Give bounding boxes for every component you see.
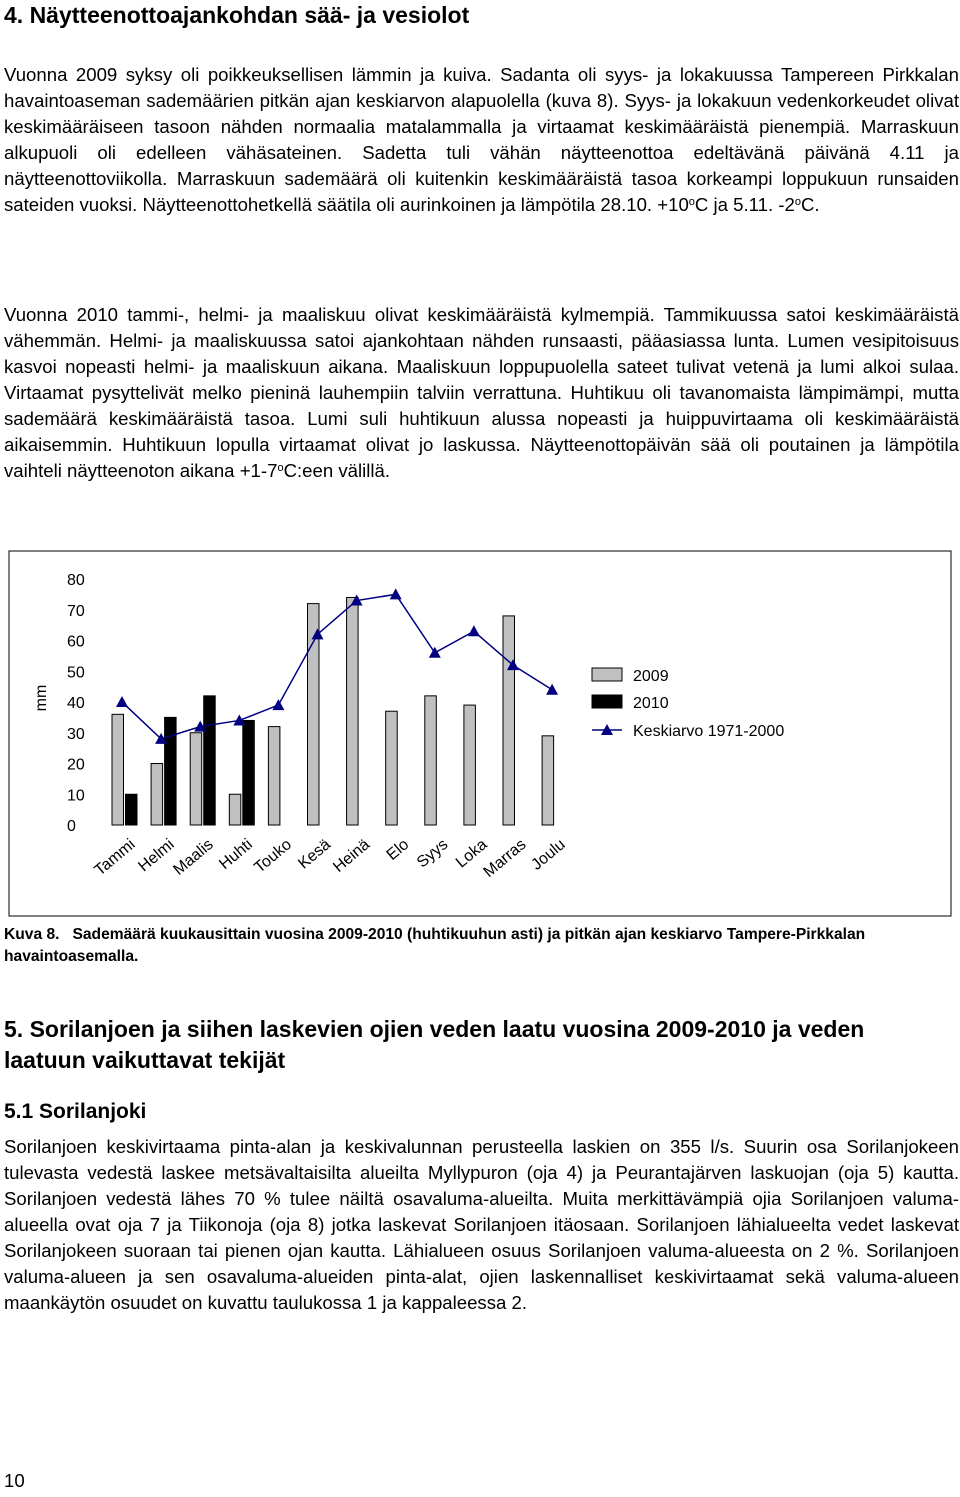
sorilanjoki-paragraph: Sorilanjoen keskivirtaama pinta-alan ja keskivalunnan perusteella laskien on 355 l/s. Suurin osa Sorilanjokeen tulevasta vedestä laskee metsävaltaisilta alueilta Myllypuron (oja 4) ja Peurantajärven laskuojan (oja 5) kautta. Sorilanjoen vedestä lähes 70 % tulee näiltä osavaluma-alueilta. Muita merkittävämpiä ojia Sorilanjoen valuma-alueella ovat oja 7 ja Tiikonoja (oja 8) jotka laskevat Sorilanjoen itäosaan. Sorilanjoen lähialueelta vedet laskevat Sorilanjokeen suoraan tai pienen ojan kautta. Lähialueen osuus Sorilanjoen valuma-alueesta on 2 %. Sorilanjoen valuma-alueen ja sen osavaluma-alueiden pinta-alat, ojien laskennalliset keskivirtaamat sekä valuma-alueen maankäytön osuudet on kuvattu taulukossa 1 ja kappaleessa 2. [4, 1136, 959, 1313]
x-label-Heinä: Heinä [330, 836, 374, 876]
page-number: 10 [4, 1470, 25, 1491]
figure-caption [4, 924, 939, 968]
weather-paragraph-2009: Vuonna 2009 syksy oli poikkeuksellisen lämmin ja kuiva. Sadanta oli syys- ja lokakuussa Tampereen Pirkkalan havaintoaseman sademäärien pitkän ajan keskiarvon alapuolella (kuva 8). Syys- ja lokakuun vedenkorkeudet olivat keskimääräiseen tasoon nähden normaalia matalammalla ja virtaamat keskimääräistä pienempiä. Marraskuun alkupuoli oli edelleen vähäsateinen. Sadetta tuli vähän näytteenottoa edeltävänä päivänä 4.11 ja näytteenottoviikolla. Marraskuun sademäärä oli kuitenkin keskimääräistä tasoa korkeampi loppukuun runsaiden sateiden vuoksi. Näytteenottohetkellä säätila oli aurinkoinen ja lämpötila 28.10. $+10^oC$ ja 5.11. -2$^o$C. [4, 64, 959, 215]
legend-label-2009: 2009 [633, 668, 669, 685]
weather-paragraph-2010: Vuonna 2010 tammi-, helmi- ja maaliskuu olivat keskimääräistä kylmempiä. Tammikuussa satoi keskimääräistä vähemmän. Helmi- ja maaliskuussa satoi ajankohtaan nähden runsaasti, pääasiassa lunta. Lumen vesipitoisuus kasvoi nopeasti helmi- ja maaliskuun aikana. Maaliskuun loppupuolella sateet tulivat vetenä ja lumi alkoi sulaa. Virtaamat pysyttelivät melko pieninä lauhempiin talviin verrattuna. Huhtikuu oli tavanomaista lämpimämpi, mutta sademäärä keskimääräistä tasoa. Lumi suli huhtikuun alussa nopeasti ja huippuvirtaama oli keskimääräistä aikaisemmin. Huhtikuun lopulla virtaamat olivat jo laskussa. Näytteenottopäivän sää oli poutainen ja lämpötila vaihteli näytteenoton aikana $+1-7^oC:een$ välillä. [4, 304, 959, 481]
y-tick-label: 80 [67, 572, 85, 589]
x-label-Tammi: Tammi [91, 836, 139, 880]
x-label-Helmi: Helmi [135, 836, 178, 876]
y-axis-label: mm [33, 684, 50, 712]
legend-label-2010: 2010 [633, 695, 669, 712]
x-label-Kesä: Kesä [295, 836, 335, 873]
bar-2009-Loka [464, 705, 476, 825]
bar-2009-Tammi [112, 714, 124, 825]
y-tick-label: 50 [67, 664, 85, 682]
x-label-Elo: Elo [383, 836, 413, 864]
section-4-heading: 4. Näytteenottoajankohdan sää- ja vesiolot [4, 2, 470, 28]
bar-2009-Marras [503, 616, 515, 825]
y-tick-label: 40 [67, 695, 85, 712]
y-tick-label: 70 [67, 602, 85, 620]
bar-2009-Helmi [151, 764, 163, 826]
x-label-Syys: Syys [413, 836, 452, 872]
x-label-Huhti: Huhti [216, 836, 256, 874]
bar-2009-Touko [268, 727, 280, 825]
bar-2009-Heinä [347, 597, 359, 825]
bar-2009-Joulu [542, 736, 554, 825]
legend-swatch-2010 [592, 695, 622, 708]
x-label-Maalis: Maalis [170, 836, 217, 879]
bar-2009-Maalis [190, 733, 202, 825]
caption-text: Sademäärä kuukausittain vuosina 2009-2010 (huhtikuuhun asti) ja pitkän ajan keskiarvo Tampere-Pirkkalan havaintoasemalla. [4, 926, 866, 965]
bar-2010-Helmi [165, 717, 177, 825]
bar-2009-Syys [425, 696, 437, 825]
y-tick-label: 20 [67, 756, 85, 774]
caption-label: Kuva 8. [4, 926, 60, 943]
legend-swatch-2009 [592, 668, 622, 681]
precipitation-chart [0, 548, 960, 920]
bar-2009-Huhti [229, 794, 241, 825]
x-label-Loka: Loka [452, 836, 491, 872]
bar-2010-Maalis [204, 696, 216, 825]
y-tick-label: 30 [67, 725, 85, 743]
x-label-Marras: Marras [480, 836, 530, 882]
y-tick-label: 0 [67, 818, 76, 835]
x-label-Touko: Touko [251, 836, 295, 877]
section-5-1-heading: 5.1 Sorilanjoki [4, 1100, 147, 1123]
legend-label-Keskiarvo 1971-2000: Keskiarvo 1971-2000 [633, 723, 785, 740]
y-axis-ticks [67, 572, 85, 835]
section-5-heading: 5. Sorilanjoen ja siihen laskevien ojien veden laatu vuosina 2009-2010 ja veden laatuun vaikuttavat tekijät [4, 1016, 865, 1073]
bar-2010-Tammi [126, 794, 138, 825]
y-tick-label: 10 [67, 787, 85, 805]
x-label-Joulu: Joulu [528, 836, 569, 874]
bar-2010-Huhti [243, 720, 255, 825]
y-tick-label: 60 [67, 633, 85, 651]
bar-2009-Elo [386, 711, 398, 825]
